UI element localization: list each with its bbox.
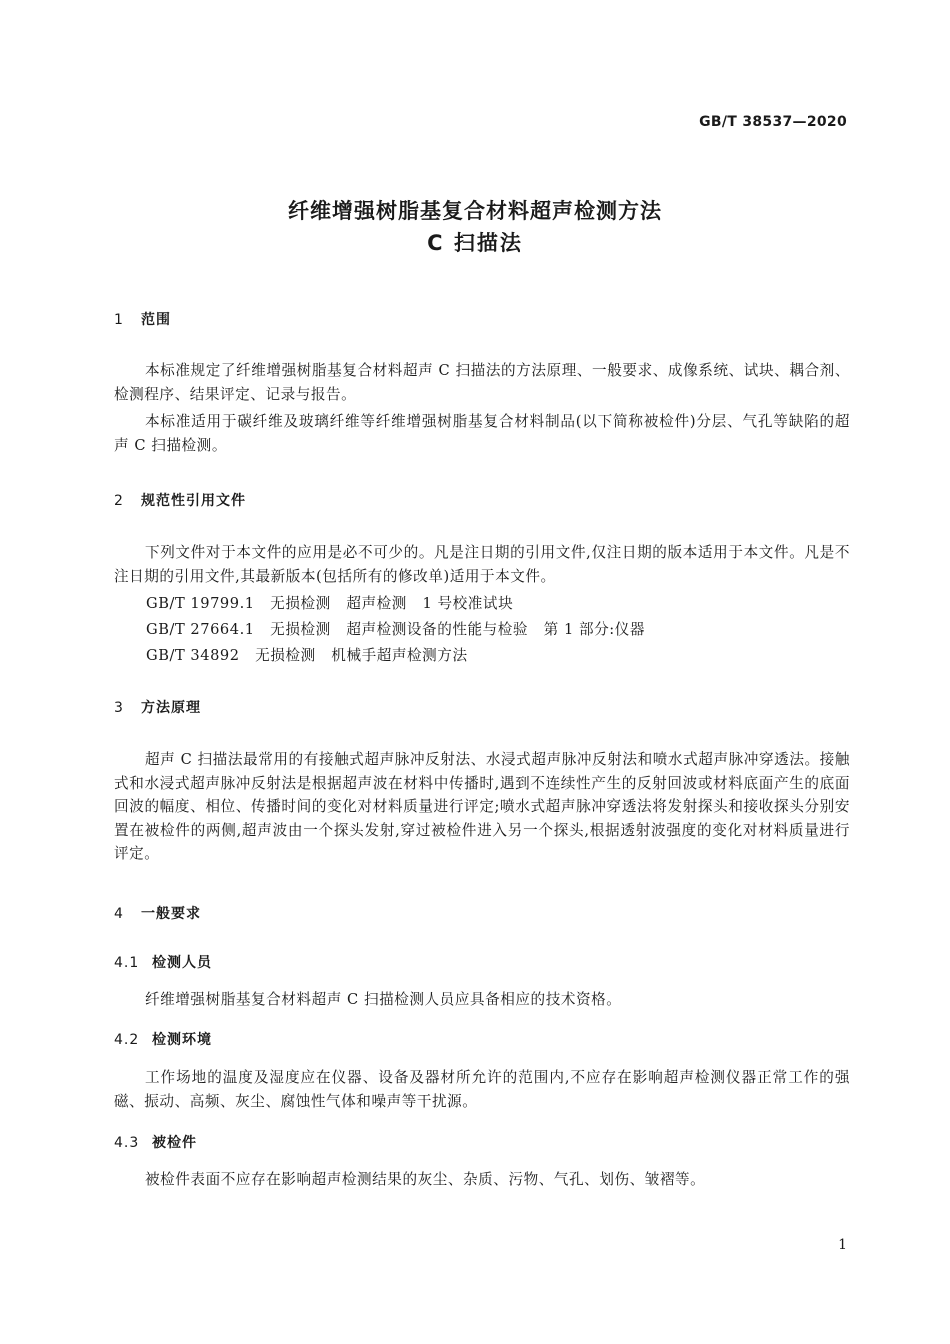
section-number: 4 (114, 906, 124, 922)
subsection-title: 检测人员 (152, 955, 212, 971)
subsection-4-2-paragraph: 工作场地的温度及湿度应在仪器、设备及器材所允许的范围内,不应存在影响超声检测仪器正常工作的强磁、振动、高频、灰尘、腐蚀性气体和噪声等干扰源。 (114, 1069, 850, 1110)
document-title: 纤维增强树脂基复合材料超声检测方法 (288, 199, 662, 223)
subsection-4-3-heading (114, 1133, 197, 1153)
section-title: 一般要求 (141, 906, 201, 922)
section-1-paragraph-2: 本标准适用于碳纤维及玻璃纤维等纤维增强树脂基复合材料制品(以下简称被检件)分层、气孔等缺陷的超声 C 扫描检测。 (114, 413, 850, 454)
subsection-title: 被检件 (152, 1135, 197, 1151)
section-1-paragraph-1: 本标准规定了纤维增强树脂基复合材料超声 C 扫描法的方法原理、一般要求、成像系统、试块、耦合剂、检测程序、结果评定、记录与报告。 (114, 362, 850, 403)
section-1-heading (114, 310, 171, 330)
standard-code: GB/T 38537—2020 (699, 114, 847, 130)
section-number: 3 (114, 700, 124, 716)
section-3-heading (114, 698, 201, 718)
subsection-4-2-heading (114, 1030, 212, 1050)
subsection-number: 4.2 (114, 1032, 140, 1048)
section-number: 2 (114, 493, 124, 509)
subsection-number: 4.1 (114, 955, 140, 971)
section-number: 1 (114, 312, 124, 328)
subsection-title: 检测环境 (152, 1032, 212, 1048)
section-title: 规范性引用文件 (141, 493, 246, 509)
page-number: 1 (838, 1237, 847, 1253)
subsection-number: 4.3 (114, 1135, 140, 1151)
section-4-heading (114, 904, 201, 924)
section-2-paragraph-1: 下列文件对于本文件的应用是必不可少的。凡是注日期的引用文件,仅注日期的版本适用于本文件。凡是不注日期的引用文件,其最新版本(包括所有的修改单)适用于本文件。 (114, 544, 850, 585)
subsection-4-3-paragraph: 被检件表面不应存在影响超声检测结果的灰尘、杂质、污物、气孔、划伤、皱褶等。 (145, 1171, 706, 1188)
reference-item: GB/T 34892 无损检测 机械手超声检测方法 (146, 647, 468, 664)
section-title: 方法原理 (141, 700, 201, 716)
reference-item: GB/T 27664.1 无损检测 超声检测设备的性能与检验 第 1 部分:仪器 (146, 621, 646, 638)
section-3-paragraph-1: 超声 C 扫描法最常用的有接触式超声脉冲反射法、水浸式超声脉冲反射法和喷水式超声脉冲穿透法。接触式和水浸式超声脉冲反射法是根据超声波在材料中传播时,遇到不连续性产生的反射回波或材料底面产生的底面回波的幅度、相位、传播时间的变化对材料质量进行评定;喷水式超声脉冲穿透法将发射探头和接收探头分别安置在被检件的两侧,超声波由一个探头发射,穿过被检件进入另一个探头,根据透射波强度的变化对材料质量进行评定。 (114, 751, 850, 862)
subsection-4-1-paragraph: 纤维增强树脂基复合材料超声 C 扫描检测人员应具备相应的技术资格。 (145, 991, 622, 1008)
section-2-heading (114, 491, 246, 511)
subsection-4-1-heading (114, 953, 212, 973)
reference-item: GB/T 19799.1 无损检测 超声检测 1 号校准试块 (146, 595, 514, 612)
document-subtitle: C 扫描法 (427, 231, 523, 255)
section-title: 范围 (141, 312, 171, 328)
